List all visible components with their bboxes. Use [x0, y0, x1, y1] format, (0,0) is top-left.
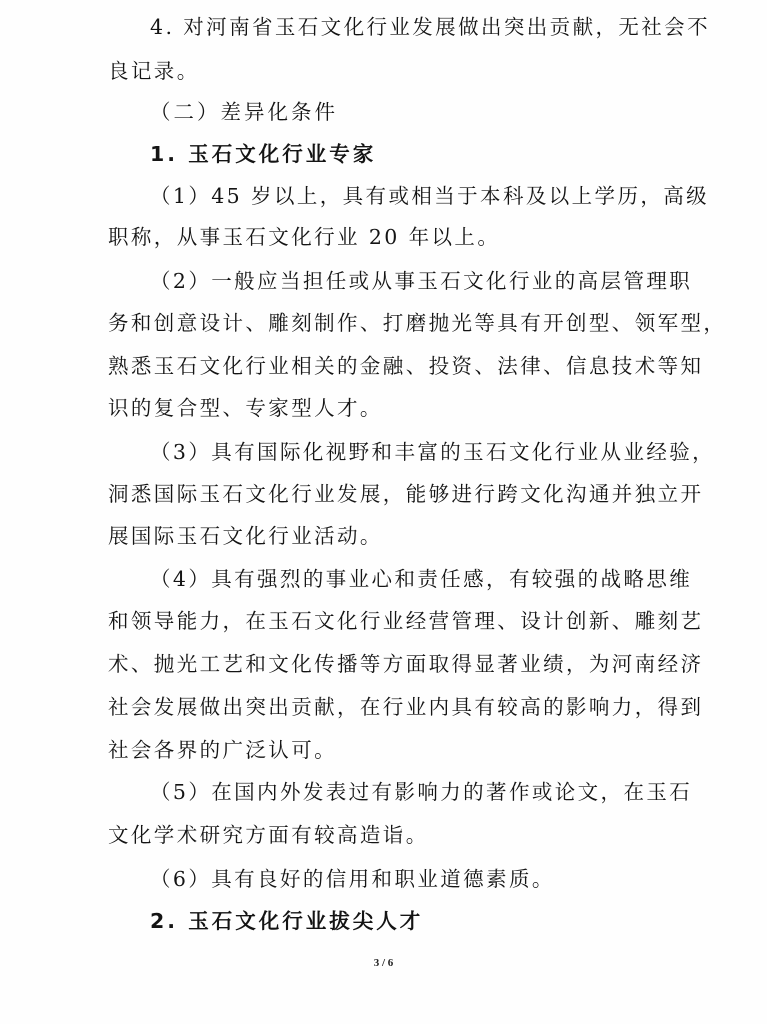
text-line-item-4-cont-3: 社会发展做出突出贡献，在行业内具有较高的影响力，得到	[108, 695, 704, 719]
subsection-heading-experts: 1. 玉石文化行业专家	[150, 142, 377, 166]
text-line-requirement-4: 4. 对河南省玉石文化行业发展做出突出贡献，无社会不	[150, 15, 710, 39]
text-line-item-2: （2）一般应当担任或从事玉石文化行业的高层管理职	[150, 269, 693, 293]
text-line-item-4-cont-1: 和领导能力，在玉石文化行业经营管理、设计创新、雕刻艺	[108, 609, 704, 633]
text-line-item-6: （6）具有良好的信用和职业道德素质。	[150, 867, 555, 891]
text-line-item-2-cont-2: 熟悉玉石文化行业相关的金融、投资、法律、信息技术等知	[108, 354, 704, 378]
page-number: 3 / 6	[373, 957, 394, 969]
text-line-item-4: （4）具有强烈的事业心和责任感，有较强的战略思维	[150, 567, 693, 591]
text-line-item-1: （1）45 岁以上，具有或相当于本科及以上学历，高级	[150, 184, 710, 208]
text-line-item-3: （3）具有国际化视野和丰富的玉石文化行业从业经验，	[150, 440, 716, 464]
text-line-item-3-cont-1: 洞悉国际玉石文化行业发展，能够进行跨文化沟通并独立开	[108, 482, 704, 506]
text-line-item-2-cont-1: 务和创意设计、雕刻制作、打磨抛光等具有开创型、领军型，	[108, 311, 727, 335]
text-line-item-5: （5）在国内外发表过有影响力的著作或论文，在玉石	[150, 780, 693, 804]
text-line-item-4-cont-2: 术、抛光工艺和文化传播等方面取得显著业绩，为河南经济	[108, 652, 704, 676]
subsection-heading-top-talents: 2. 玉石文化行业拔尖人才	[150, 909, 424, 933]
text-line-item-2-cont-3: 识的复合型、专家型人才。	[108, 396, 383, 420]
text-line-requirement-4-cont: 良记录。	[108, 59, 200, 83]
text-line-item-1-cont: 职称，从事玉石文化行业 20 年以上。	[108, 225, 501, 249]
text-line-item-3-cont-2: 展国际玉石文化行业活动。	[108, 524, 383, 548]
text-line-item-5-cont: 文化学术研究方面有较高造诣。	[108, 823, 429, 847]
text-line-item-4-cont-4: 社会各界的广泛认可。	[108, 738, 337, 762]
section-heading-differentiated-conditions: （二）差异化条件	[150, 100, 338, 124]
